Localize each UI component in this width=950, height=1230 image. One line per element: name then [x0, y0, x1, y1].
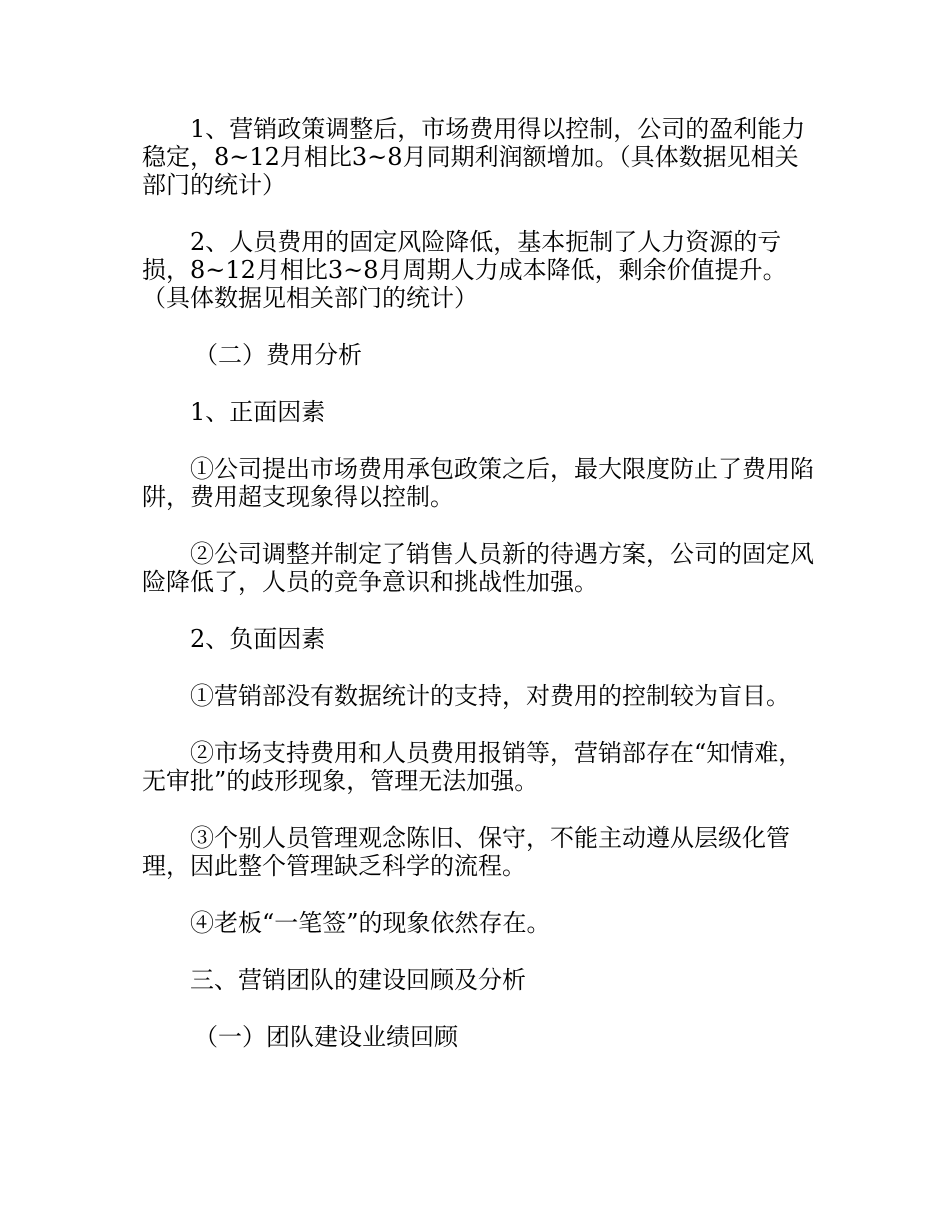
- paragraph-personnel-cost: 2、人员费用的固定风险降低，基本扼制了人力资源的亏损，8~12月相比3~8月周期人力成本降低，剩余价值提升。（具体数据见相关部门的统计）: [142, 228, 787, 312]
- heading-team-review: （一）团队建设业绩回顾: [194, 1023, 458, 1051]
- paragraph-negative-2: ②市场支持费用和人员费用报销等，营销部存在“知情难，无审批”的歧形现象，管理无法加强。: [142, 739, 803, 795]
- paragraph-negative-1: ①营销部没有数据统计的支持，对费用的控制较为盲目。: [190, 682, 790, 710]
- paragraph-negative-4: ④老板“一笔签”的现象依然存在。: [190, 909, 551, 937]
- heading-negative-factors: 2、负面因素: [190, 625, 326, 653]
- heading-positive-factors: 1、正面因素: [190, 398, 326, 426]
- heading-cost-analysis: （二）费用分析: [194, 341, 362, 369]
- paragraph-profit: 1、营销政策调整后，市场费用得以控制，公司的盈利能力稳定，8~12月相比3~8月同期利润额增加。（具体数据见相关部门的统计）: [142, 115, 806, 199]
- heading-section-3: 三、营销团队的建设回顾及分析: [190, 966, 526, 994]
- paragraph-positive-2: ②公司调整并制定了销售人员新的待遇方案，公司的固定风险降低了，人员的竞争意识和挑战性加强。: [142, 540, 814, 596]
- paragraph-positive-1: ①公司提出市场费用承包政策之后，最大限度防止了费用陷阱，费用超支现象得以控制。: [142, 455, 814, 511]
- paragraph-negative-3: ③个别人员管理观念陈旧、保守，不能主动遵从层级化管理，因此整个管理缺乏科学的流程。: [142, 824, 790, 880]
